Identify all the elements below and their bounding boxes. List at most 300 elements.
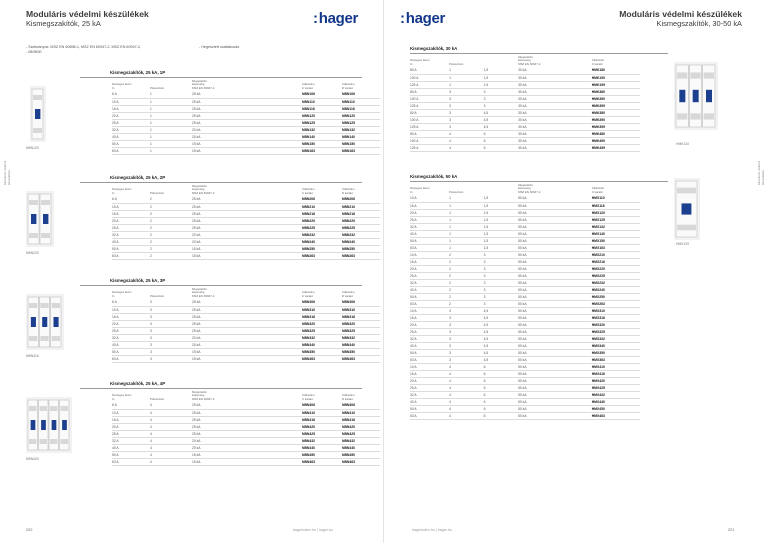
spec-cell: 3 (484, 286, 519, 293)
spec-cell: 4 (449, 370, 484, 377)
table-row (410, 67, 640, 74)
article-number: NBN363 (342, 355, 380, 362)
spec-cell: 30 kA (518, 123, 592, 130)
article-number: NBN220 (342, 217, 380, 224)
spec-cell: 25 kA (192, 409, 302, 416)
spec-cell: 50 kA (518, 314, 592, 321)
article-number: NBN150 (342, 140, 380, 147)
spec-cell: 6 (484, 137, 519, 144)
spec-cell: 6 (484, 377, 519, 384)
table-row (410, 405, 640, 412)
spec-cell: 20 kA (192, 341, 302, 348)
breaker-device-image (674, 62, 718, 130)
spec-cell: 50 kA (518, 300, 592, 307)
spec-cell: 50 kA (518, 328, 592, 335)
spec-cell: 25 A (410, 272, 449, 279)
spec-cell: 25 A (112, 327, 150, 334)
column-header: Névleges áram In (410, 58, 430, 66)
spec-cell: 3 (484, 293, 519, 300)
table-row (112, 196, 380, 203)
column-header: Megszakító képesség MSZ EN 60947-2 (192, 390, 215, 401)
section-rule (80, 182, 362, 183)
table-row (112, 402, 380, 409)
table-row (410, 307, 640, 314)
toggle-handle (31, 420, 36, 430)
terminal-screw (40, 439, 48, 444)
article-number: NBN325 (342, 327, 380, 334)
article-number: NBN340 (302, 341, 342, 348)
column-header: Cikkszám D karakt. (342, 290, 355, 298)
table-row (410, 109, 640, 116)
table-row (410, 74, 640, 81)
spec-cell: 6 (484, 391, 519, 398)
terminal-screw (52, 336, 60, 341)
spec-cell: 30 kA (518, 88, 592, 95)
spec-cell: 3 (449, 109, 484, 116)
spec-cell: 63 A (410, 356, 449, 363)
column-header: Megszakító képesség MSZ EN 60947-2 (192, 184, 215, 195)
spec-cell: 40 A (410, 342, 449, 349)
spec-cell: 20 A (112, 423, 150, 430)
spec-cell: 3 (484, 265, 519, 272)
spec-cell: 10 A (410, 195, 449, 202)
spec-cell: 25 kA (192, 119, 302, 126)
spec-cell: 30 kA (518, 130, 592, 137)
spec-cell: 30 kA (518, 116, 592, 123)
spec-cell: 40 A (410, 398, 449, 405)
article-number: NBN240 (302, 238, 342, 245)
spec-cell: 15 kA (192, 140, 302, 147)
article-number: NBN125 (342, 119, 380, 126)
spec-cell: 1 (150, 126, 192, 133)
article-number: NBN263 (302, 252, 342, 259)
article-number: HMK480 (592, 130, 640, 137)
spec-cell: 50 kA (518, 377, 592, 384)
article-number: NBN410 (302, 409, 342, 416)
spec-cell: 50 kA (518, 342, 592, 349)
column-header: Cikkszám C karakt. (591, 58, 605, 66)
spec-cell: 6 (484, 130, 519, 137)
spec-cell: 25 kA (192, 327, 302, 334)
spec-cell: 6 A (112, 402, 150, 409)
article-number: HMX332 (592, 335, 640, 342)
spec-cell: 50 kA (518, 244, 592, 251)
logo-text: hager (318, 10, 359, 27)
column-header: Cikkszám D karakt. (342, 393, 355, 401)
spec-cell: 16 A (112, 416, 150, 423)
table-row (410, 370, 640, 377)
spec-cell: 125 A (410, 144, 449, 151)
article-number: HMX420 (592, 377, 640, 384)
article-number: NBN106 (302, 91, 342, 98)
spec-cell: 4,5 (484, 109, 519, 116)
article-number: NBN425 (302, 430, 342, 437)
table-row (410, 286, 640, 293)
terminal-screw (690, 113, 700, 119)
breaker-illustration (674, 62, 718, 130)
terminal-screw (690, 72, 700, 78)
spec-cell: 25 A (112, 430, 150, 437)
terminal-screw (29, 439, 37, 444)
column-header: Névleges áram In (112, 187, 132, 195)
article-number: NBN416 (342, 416, 380, 423)
spec-table-body (112, 196, 380, 259)
spec-cell: 125 A (410, 81, 449, 88)
spec-cell: 2 (150, 203, 192, 210)
toggle-handle (693, 90, 699, 102)
spec-cell: 2 (150, 238, 192, 245)
article-number: NBN306 (342, 299, 380, 306)
spec-cell: 20 A (112, 112, 150, 119)
table-row (112, 313, 380, 320)
spec-cell: 4 (150, 416, 192, 423)
article-number: NBN163 (302, 147, 342, 154)
spec-cell: 25 kA (192, 306, 302, 313)
article-number: HMX320 (592, 321, 640, 328)
article-number: NBN150 (302, 140, 342, 147)
section-title: Kismegszakítók, 25 kA, 3P (110, 278, 166, 283)
article-number: HMX432 (592, 391, 640, 398)
article-number: NBN463 (342, 458, 380, 465)
terminal-screw (704, 113, 714, 119)
table-row (410, 258, 640, 265)
right-sidebar-label (757, 161, 765, 185)
spec-cell: 30 kA (518, 109, 592, 116)
article-number: HMK199 (592, 81, 640, 88)
spec-cell: 1 (449, 216, 484, 223)
article-number: NBN332 (342, 334, 380, 341)
breaker-illustration (26, 191, 54, 247)
table-row (410, 314, 640, 321)
article-number: NBN310 (342, 306, 380, 313)
spec-cell: 50 kA (518, 223, 592, 230)
table-row (112, 231, 380, 238)
table-row (410, 116, 640, 123)
column-header: Megszakító képesség MSZ EN 60947-2 (518, 183, 541, 194)
spec-cell: 4 (150, 430, 192, 437)
table-row (112, 112, 380, 119)
column-header: Cikkszám C karakt. (302, 290, 315, 298)
spec-cell: 6 (484, 363, 519, 370)
article-number: NBN440 (342, 444, 380, 451)
spec-cell: 40 A (112, 238, 150, 245)
spec-cell: 16 A (112, 210, 150, 217)
terminal-screw (50, 439, 58, 444)
spec-cell: 30 kA (518, 144, 592, 151)
spec-cell: 63 A (410, 300, 449, 307)
spec-cell: 20 A (410, 209, 449, 216)
spec-cell: 3 (484, 258, 519, 265)
spec-cell: 15 kA (192, 245, 302, 252)
spec-cell: 32 A (410, 391, 449, 398)
breaker-device-image (26, 397, 72, 453)
spec-cell: 1 (449, 244, 484, 251)
spec-cell: 25 kA (192, 203, 302, 210)
spec-cell: 3 (150, 299, 192, 306)
header-row (410, 184, 640, 195)
spec-cell: 25 kA (192, 196, 302, 203)
table-row (112, 217, 380, 224)
page-subtitle: Kismegszakítók, 30-50 kA (656, 19, 742, 28)
device-caption: NBN120 (26, 146, 39, 150)
table-row (112, 147, 380, 154)
article-number: NBN240 (342, 238, 380, 245)
article-number: NBN316 (302, 313, 342, 320)
spec-cell: 16 A (112, 313, 150, 320)
column-header (484, 56, 519, 67)
article-number: HMX225 (592, 272, 640, 279)
spec-cell: 20 A (112, 217, 150, 224)
spec-cell: 16 A (410, 314, 449, 321)
article-number: NBN206 (342, 196, 380, 203)
spec-cell: 2 (449, 300, 484, 307)
spec-cell: 6 (484, 398, 519, 405)
article-number: HMX450 (592, 405, 640, 412)
spec-cell: 3 (449, 116, 484, 123)
terminal-screw (40, 406, 48, 411)
spec-cell: 15 kA (192, 458, 302, 465)
toggle-handle (42, 317, 47, 327)
terminal-screw (29, 303, 37, 308)
spec-cell: 4,5 (484, 116, 519, 123)
sidebar-line: készülékek (761, 170, 765, 185)
spec-cell: 1 (449, 81, 484, 88)
spec-cell: 3 (150, 334, 192, 341)
table-row (112, 133, 380, 140)
logo-text: hager (405, 10, 446, 27)
hager-logo (313, 11, 358, 27)
spec-cell: 3 (449, 314, 484, 321)
breaker-illustration (26, 397, 72, 453)
spec-cell: 50 kA (518, 356, 592, 363)
article-number: HMK399 (592, 123, 640, 130)
column-header (484, 184, 519, 195)
spec-cell: 3 (449, 102, 484, 109)
spec-cell: 1 (449, 237, 484, 244)
spec-cell: 15 kA (192, 252, 302, 259)
spec-cell: 20 kA (192, 238, 302, 245)
spec-cell: 3 (484, 95, 519, 102)
article-number: HMK390 (592, 95, 640, 102)
spec-cell: 50 A (112, 451, 150, 458)
table-row (410, 244, 640, 251)
spec-cell: 50 kA (518, 251, 592, 258)
spec-cell: 1,5 (484, 209, 519, 216)
spec-cell: 63 A (112, 252, 150, 259)
table-row (112, 327, 380, 334)
spec-cell: 25 A (112, 224, 150, 231)
article-number: NBN420 (302, 423, 342, 430)
terminal-screw (29, 406, 37, 411)
terminal-screw (52, 303, 60, 308)
toggle-handle (31, 317, 36, 327)
table-row (112, 98, 380, 105)
spec-cell: 10 A (410, 307, 449, 314)
article-number: NBN325 (302, 327, 342, 334)
article-number: HMX125 (592, 216, 640, 223)
logo-mark-icon: : (313, 10, 318, 27)
left-sidebar-label (3, 161, 11, 185)
article-number: NBN110 (342, 98, 380, 105)
spec-table-header (410, 56, 640, 67)
spec-cell: 50 A (410, 293, 449, 300)
spec-cell: 63 A (410, 244, 449, 251)
section-title: Kismegszakítók, 25 kA, 1P (110, 70, 166, 75)
device-caption: NBN316 (26, 354, 39, 358)
table-row (410, 123, 640, 130)
spec-cell: 1 (150, 91, 192, 98)
spec-cell: 40 A (410, 230, 449, 237)
column-header: Pólusszám (449, 189, 464, 194)
spec-table (112, 391, 380, 466)
section-rule (80, 285, 362, 286)
spec-cell: 25 A (410, 384, 449, 391)
spec-cell: 2 (449, 258, 484, 265)
article-number: NBN216 (302, 210, 342, 217)
article-number: HMX150 (592, 237, 640, 244)
column-header: Pólusszám (449, 61, 464, 66)
article-number: NBN350 (342, 348, 380, 355)
spec-cell: 3 (150, 320, 192, 327)
spec-cell: 3 (449, 328, 484, 335)
spec-table-header (112, 288, 380, 299)
table-row (410, 223, 640, 230)
table-row (410, 363, 640, 370)
spec-cell: 1,5 (484, 244, 519, 251)
spec-cell: 3 (484, 279, 519, 286)
column-header: Cikkszám C karakt. (302, 187, 315, 195)
spec-cell: 1 (150, 147, 192, 154)
article-number: HMX232 (592, 279, 640, 286)
article-number: HMX410 (592, 363, 640, 370)
terminal-screw (29, 200, 38, 205)
sidebar-line: készülékek (7, 170, 11, 185)
column-header: Cikkszám C karakt. (302, 393, 315, 401)
table-row (410, 349, 640, 356)
spec-cell: 25 kA (192, 91, 302, 98)
spec-cell: 1,5 (484, 74, 519, 81)
toggle-handle (682, 203, 692, 214)
spec-cell: 25 kA (192, 217, 302, 224)
article-number: NBN432 (302, 437, 342, 444)
spec-cell: 3 (484, 251, 519, 258)
spec-cell: 1 (449, 230, 484, 237)
spec-cell: 50 kA (518, 202, 592, 209)
page-subtitle: Kismegszakítók, 25 kA (26, 19, 101, 28)
spec-cell: 16 A (410, 370, 449, 377)
table-row (410, 391, 640, 398)
table-row (410, 377, 640, 384)
article-number: NBN332 (302, 334, 342, 341)
spec-cell: 50 kA (518, 237, 592, 244)
spec-cell: 50 kA (518, 286, 592, 293)
spec-cell: 50 kA (518, 398, 592, 405)
spec-cell: 30 kA (518, 137, 592, 144)
article-number: HMX163 (592, 244, 640, 251)
spec-cell: 20 A (112, 320, 150, 327)
spec-cell: 20 A (410, 321, 449, 328)
article-number: NBN416 (302, 416, 342, 423)
spec-cell: 50 kA (518, 216, 592, 223)
spec-table (410, 184, 640, 420)
column-header: Megszakító képesség MSZ EN 60947-2 (192, 79, 215, 90)
spec-cell: 3 (150, 355, 192, 362)
spec-cell: 63 A (410, 412, 449, 419)
spec-cell: 10 A (112, 98, 150, 105)
spec-table-header (112, 391, 380, 402)
spec-cell: 20 kA (192, 126, 302, 133)
spec-cell: 16 A (410, 202, 449, 209)
column-header: Cikkszám D karakt. (342, 187, 355, 195)
article-number: NBN432 (342, 437, 380, 444)
article-number: HMK399 (592, 102, 640, 109)
spec-cell: 50 kA (518, 272, 592, 279)
terminal-screw (33, 128, 42, 133)
table-row (410, 216, 640, 223)
spec-cell: 10 A (112, 203, 150, 210)
article-number: HMX263 (592, 300, 640, 307)
article-number: NBN250 (342, 245, 380, 252)
spec-cell: 1,5 (484, 202, 519, 209)
spec-cell: 3 (484, 272, 519, 279)
spec-cell: 50 kA (518, 279, 592, 286)
spec-cell: 1,5 (484, 230, 519, 237)
spec-cell: 10 A (112, 409, 150, 416)
right-page (384, 0, 768, 543)
spec-cell: 1,5 (484, 216, 519, 223)
article-number: NBN450 (302, 451, 342, 458)
article-number: HMK499 (592, 144, 640, 151)
spec-cell: 4,5 (484, 328, 519, 335)
spec-cell: 4,5 (484, 349, 519, 356)
spec-cell: 63 A (112, 147, 150, 154)
note-connection: - Hegesztett csatlakozás (199, 45, 240, 49)
article-number: NBN363 (302, 355, 342, 362)
spec-cell: 25 kA (192, 299, 302, 306)
spec-cell: 4,5 (484, 314, 519, 321)
column-header: Pólusszám (150, 190, 165, 195)
spec-cell: 80 A (410, 109, 449, 116)
spec-cell: 16 A (410, 258, 449, 265)
column-header: Cikkszám C karakt. (591, 186, 605, 194)
toggle-handle (35, 109, 40, 119)
table-row (112, 444, 380, 451)
spec-cell: 32 A (410, 335, 449, 342)
sidebar-line: Moduláris védelmi (757, 160, 761, 185)
spec-cell: 50 A (112, 140, 150, 147)
article-number: HMX463 (592, 412, 640, 419)
note-line: - Szabványok: MSZ EN 60898-1, MSZ EN 60947-2, MSZ EN 60947-2, (26, 45, 141, 49)
toggle-handle (54, 317, 59, 327)
spec-cell: 20 kA (192, 334, 302, 341)
spec-cell: 1 (449, 209, 484, 216)
spec-cell: 4 (449, 377, 484, 384)
spec-cell: 1 (449, 195, 484, 202)
table-row (112, 306, 380, 313)
spec-cell: 30 kA (518, 95, 592, 102)
column-header: Megszakító képesség MSZ EN 60947-2 (518, 55, 541, 66)
spec-cell: 25 kA (192, 98, 302, 105)
spec-cell: 4,5 (484, 321, 519, 328)
spec-cell: 3 (449, 95, 484, 102)
breaker-illustration (30, 86, 46, 142)
table-row (112, 224, 380, 231)
terminal-screw (40, 336, 48, 341)
spec-cell: 80 A (410, 67, 449, 74)
footer-text: hagerindex.hu | hager.hu (293, 528, 333, 532)
spec-cell: 1 (449, 67, 484, 74)
spec-cell: 80 A (410, 88, 449, 95)
